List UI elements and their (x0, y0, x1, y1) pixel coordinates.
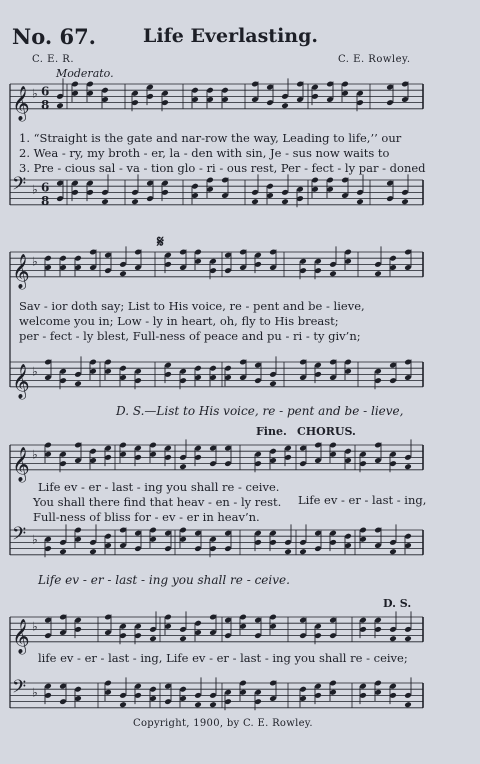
note-head (401, 198, 409, 205)
treble-clef: 𝄞 (12, 446, 30, 482)
lyric-line-s3-v2: You shall there find that heav - en - ly rest. (33, 495, 282, 509)
key-flat: ♭ (32, 254, 38, 269)
segno-sign: 𝄋 (157, 232, 164, 251)
note-head (101, 198, 109, 205)
chorus-lyric-line: Life ev - er - last - ing, (298, 493, 427, 507)
bass-clef: 𝄢 (12, 174, 27, 199)
note-head (389, 548, 397, 555)
note-head (404, 463, 412, 470)
lyric-line-s1-v3: 3. Pre - cious sal - va - tion glo - ri - ous rest, Per - fect - ly par - doned (19, 161, 426, 175)
lyric-line-s2-v1: Sav - ior doth say; List to His voice, re - pent and be - lieve, (19, 299, 365, 313)
lyric-line-s2-v2: welcome you in; Low - ly in heart, oh, fly to His breast; (19, 314, 339, 328)
ds-marking: D. S. (383, 597, 412, 610)
note-head (389, 635, 397, 642)
treble-clef: 𝄞 (12, 363, 30, 399)
note-head (194, 701, 202, 708)
note-head (269, 380, 277, 387)
note-head (404, 701, 412, 708)
note-head (89, 548, 97, 555)
copyright-notice: Copyright, 1900, by C. E. Rowley. (133, 718, 313, 729)
note-head (329, 270, 337, 277)
lyric-line-s2-v3: per - fect - ly blest, Full-ness of peace and pu - ri - ty giv’n; (19, 329, 361, 343)
key-flat: ♭ (32, 364, 38, 379)
note-head (284, 548, 292, 555)
note-head (131, 198, 139, 205)
note-head (281, 102, 289, 109)
lyricist: C. E. R. (32, 54, 75, 65)
lyric-line-s4: life ev - er - last - ing, Life ev - er - last - ing you shall re - ceive; (38, 651, 408, 665)
note-head (209, 701, 217, 708)
composer: C. E. Rowley. (338, 54, 411, 65)
lyric-line-s3-v1: Life ev - er - last - ing you shall re - ceive. (38, 480, 280, 494)
note-head (119, 701, 127, 708)
lyric-line-s3-v3: Full-ness of bliss for - ev - er in heav’n. (33, 510, 260, 524)
note-head (251, 198, 259, 205)
lyric-line-s1-v1: 1. “Straight is the gate and nar-row the way, Leading to life,’’ our (19, 131, 402, 145)
time-signature: 6 (41, 84, 50, 99)
note-head (59, 548, 67, 555)
ds-lyric-line: D. S.—List to His voice, re - pent and be - lieve, (116, 404, 404, 418)
note-head (74, 380, 82, 387)
hymn-number: No. 67. (12, 24, 96, 49)
time-signature: 8 (41, 97, 50, 112)
key-flat: ♭ (32, 532, 38, 547)
note-head (374, 270, 382, 277)
bass-clef: 𝄢 (12, 677, 27, 702)
treble-clef: 𝄞 (12, 618, 30, 654)
chorus-marking: CHORUS. (297, 425, 356, 438)
bass-lyric-line: Life ev - er - last - ing you shall re - ceive. (38, 573, 290, 587)
note-head (281, 198, 289, 205)
note-head (119, 270, 127, 277)
hymn-title: Life Everlasting. (143, 25, 319, 47)
note-head (179, 635, 187, 642)
note-head (56, 102, 64, 109)
treble-clef: 𝄞 (12, 85, 30, 121)
note-head (149, 635, 157, 642)
time-signature: 6 (41, 180, 50, 195)
lyric-line-s1-v2: 2. Wea - ry, my broth - er, la - den with sin, Je - sus now waits to (19, 146, 390, 160)
key-flat: ♭ (32, 685, 38, 700)
bass-clef: 𝄢 (12, 524, 27, 549)
treble-clef: 𝄞 (12, 253, 30, 289)
key-flat: ♭ (32, 182, 38, 197)
note-head (404, 635, 412, 642)
key-flat: ♭ (32, 447, 38, 462)
time-signature: 8 (41, 193, 50, 208)
key-flat: ♭ (32, 619, 38, 634)
tempo-marking: Moderato. (56, 67, 114, 80)
note-head (179, 463, 187, 470)
key-flat: ♭ (32, 86, 38, 101)
note-head (299, 548, 307, 555)
note-head (356, 198, 364, 205)
fine-marking: Fine. (256, 425, 287, 438)
